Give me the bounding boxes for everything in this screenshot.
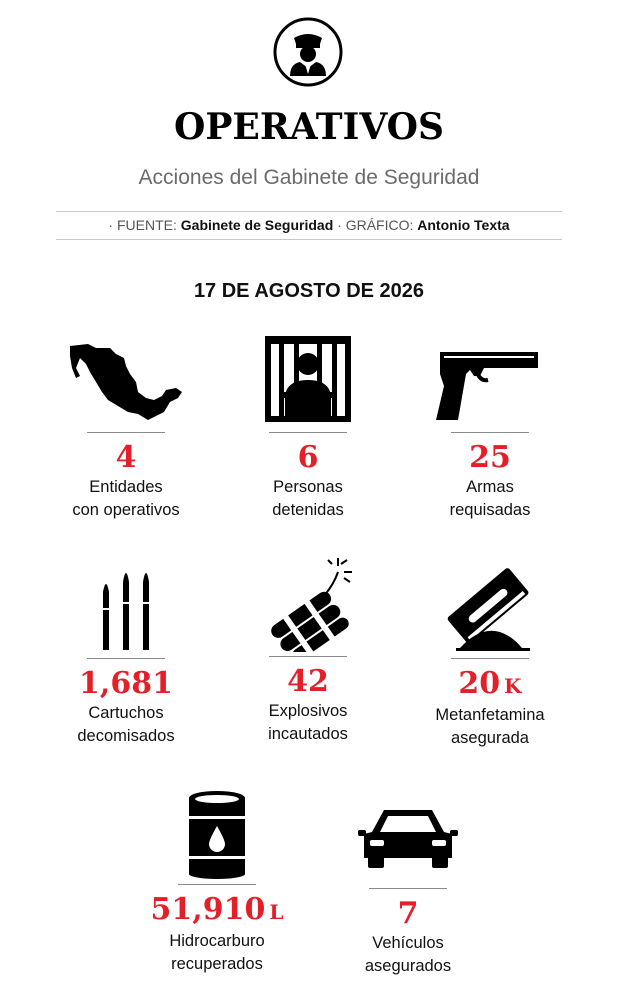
stat-unit: K (504, 674, 522, 698)
stat-metanfetamina (395, 568, 585, 749)
dynamite-icon (248, 556, 368, 652)
stat-label-line2: detenidas (272, 501, 344, 519)
divider-bottom (56, 239, 562, 240)
stat-label-line2: incautados (268, 725, 348, 743)
car-icon (348, 800, 468, 880)
stat-label-line2: asegurada (451, 729, 529, 747)
stat-label-line1: Explosivos (268, 702, 348, 720)
author-name: Antonio Texta (417, 217, 510, 233)
razor-powder-icon (430, 568, 550, 652)
page-title: OPERATIVOS (173, 106, 445, 148)
source-prefix: · FUENTE: (108, 217, 177, 233)
stat-label-line2: recuperados (171, 955, 263, 973)
stat-label-line1: Vehículos (372, 934, 444, 952)
stat-label-line2: con operativos (72, 501, 180, 519)
bullets-icon (66, 562, 186, 652)
stat-label-line2: decomisados (77, 727, 175, 745)
stat-personas (213, 334, 403, 521)
stat-value: 7 (397, 896, 419, 931)
stat-armas (395, 340, 585, 521)
credits (0, 217, 618, 233)
jail-person-icon (263, 334, 353, 424)
stat-vehiculos (313, 800, 503, 977)
stat-value: 51,910 (150, 892, 266, 927)
stat-label-line1: Entidades (89, 478, 163, 496)
stat-value: 25 (469, 440, 511, 475)
stat-label-line1: Metanfetamina (435, 706, 545, 724)
stat-label-line1: Hidrocarburo (169, 932, 265, 950)
mexico-map-icon (66, 340, 186, 424)
stat-label-line2: requisadas (449, 501, 531, 519)
source-name: Gabinete de Seguridad (180, 217, 334, 233)
stat-value: 20 (458, 666, 501, 701)
stat-value: 42 (287, 664, 329, 699)
police-officer-icon (272, 16, 344, 88)
oil-barrel-icon (157, 790, 277, 880)
graphic-prefix: · GRÁFICO: (337, 217, 414, 233)
stat-label-line1: Armas (466, 478, 514, 496)
stat-label-line1: Cartuchos (88, 704, 164, 722)
divider-top (56, 211, 562, 212)
stat-hidrocarburo (122, 790, 312, 975)
stat-label-line2: asegurados (364, 957, 452, 975)
stat-cartuchos (31, 562, 221, 747)
stat-value: 4 (115, 440, 137, 475)
stat-unit: L (269, 900, 284, 924)
pistol-icon (430, 340, 550, 424)
stat-entidades (31, 340, 221, 521)
report-date: 17 DE AGOSTO DE 2026 (193, 280, 425, 302)
stat-explosivos (213, 556, 403, 745)
stat-value: 6 (297, 440, 319, 475)
stat-label-line1: Personas (273, 478, 343, 496)
stat-value: 1,681 (79, 666, 173, 701)
page-subtitle: Acciones del Gabinete de Seguridad (138, 166, 480, 189)
